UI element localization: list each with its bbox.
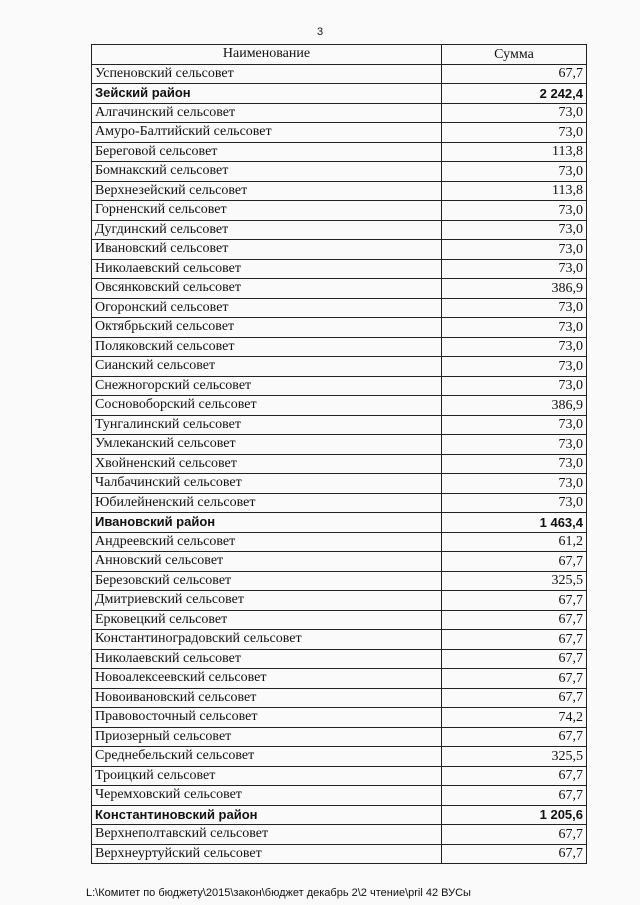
table-row (92, 825, 587, 845)
settlement-sum: 67,7 (442, 630, 587, 650)
settlement-name: Юбилейненский сельсовет (92, 493, 442, 513)
settlement-sum: 73,0 (442, 162, 587, 182)
settlement-name: Новоивановский сельсовет (92, 688, 442, 708)
table-row (92, 337, 587, 357)
district-sum: 1 205,6 (442, 805, 587, 825)
district-sum: 2 242,4 (442, 84, 587, 104)
settlement-sum: 73,0 (442, 298, 587, 318)
settlement-sum: 73,0 (442, 240, 587, 260)
settlement-sum: 67,7 (442, 591, 587, 611)
footer-file-path: L:\Комитет по бюджету\2015\закон\бюджет декабрь 2\2 чтение\pril 42 ВУСы (86, 887, 471, 899)
settlement-sum: 67,7 (442, 844, 587, 864)
table-row (92, 649, 587, 669)
settlement-sum: 325,5 (442, 571, 587, 591)
settlement-sum: 67,7 (442, 786, 587, 806)
settlement-sum: 73,0 (442, 259, 587, 279)
settlement-name: Андреевский сельсовет (92, 532, 442, 552)
table-row (92, 64, 587, 84)
settlement-sum: 73,0 (442, 123, 587, 143)
settlement-sum: 386,9 (442, 279, 587, 299)
settlement-name: Ивановский сельсовет (92, 240, 442, 260)
settlement-sum: 73,0 (442, 357, 587, 377)
settlement-name: Новоалексеевский сельсовет (92, 669, 442, 689)
settlement-name: Горненский сельсовет (92, 201, 442, 221)
settlement-sum: 73,0 (442, 493, 587, 513)
column-header-sum: Сумма (442, 45, 587, 65)
settlement-name: Сосновоборский сельсовет (92, 396, 442, 416)
table-row (92, 435, 587, 455)
settlement-sum: 73,0 (442, 474, 587, 494)
district-total-row (92, 805, 587, 825)
settlement-name: Снежногорский сельсовет (92, 376, 442, 396)
table-row (92, 357, 587, 377)
settlement-sum: 325,5 (442, 747, 587, 767)
settlement-sum: 73,0 (442, 318, 587, 338)
settlement-name: Николаевский сельсовет (92, 259, 442, 279)
table-row (92, 552, 587, 572)
table-row (92, 220, 587, 240)
table-row (92, 298, 587, 318)
settlement-sum: 67,7 (442, 64, 587, 84)
table-row (92, 669, 587, 689)
table-row (92, 571, 587, 591)
settlement-sum: 67,7 (442, 727, 587, 747)
table-row (92, 181, 587, 201)
table-body (92, 64, 587, 864)
table-row (92, 493, 587, 513)
settlement-name: Дмитриевский сельсовет (92, 591, 442, 611)
settlement-sum: 113,8 (442, 181, 587, 201)
settlement-name: Константиноградовский сельсовет (92, 630, 442, 650)
settlement-sum: 113,8 (442, 142, 587, 162)
district-name: Зейский район (92, 84, 442, 104)
settlement-name: Бомнакский сельсовет (92, 162, 442, 182)
table-row (92, 103, 587, 123)
settlement-name: Октябрьский сельсовет (92, 318, 442, 338)
settlement-sum: 73,0 (442, 220, 587, 240)
settlement-name: Березовский сельсовет (92, 571, 442, 591)
settlement-name: Чалбачинский сельсовет (92, 474, 442, 494)
settlement-name: Хвойненский сельсовет (92, 454, 442, 474)
district-total-row (92, 513, 587, 533)
settlement-name: Николаевский сельсовет (92, 649, 442, 669)
settlement-sum: 67,7 (442, 669, 587, 689)
settlement-name: Тунгалинский сельсовет (92, 415, 442, 435)
district-name: Константиновский район (92, 805, 442, 825)
table-row (92, 396, 587, 416)
settlement-name: Алгачинский сельсовет (92, 103, 442, 123)
table-row (92, 318, 587, 338)
page-number: 3 (316, 26, 324, 38)
table-row (92, 162, 587, 182)
table-row (92, 747, 587, 767)
table-row (92, 591, 587, 611)
settlement-name: Анновский сельсовет (92, 552, 442, 572)
settlement-sum: 73,0 (442, 435, 587, 455)
table-row (92, 142, 587, 162)
table-row (92, 123, 587, 143)
settlement-name: Сианский сельсовет (92, 357, 442, 377)
table-row (92, 376, 587, 396)
settlement-sum: 73,0 (442, 103, 587, 123)
settlement-name: Правовосточный сельсовет (92, 708, 442, 728)
table-row (92, 474, 587, 494)
settlement-name: Ерковецкий сельсовет (92, 610, 442, 630)
district-name: Ивановский район (92, 513, 442, 533)
table-row (92, 201, 587, 221)
table-row (92, 630, 587, 650)
column-header-name: Наименование (92, 45, 442, 65)
settlement-name: Верхнезейский сельсовет (92, 181, 442, 201)
table-row (92, 844, 587, 864)
table-row (92, 415, 587, 435)
table-row (92, 786, 587, 806)
settlement-sum: 61,2 (442, 532, 587, 552)
table-row (92, 279, 587, 299)
settlement-name: Амуро-Балтийский сельсовет (92, 123, 442, 143)
settlement-sum: 67,7 (442, 688, 587, 708)
settlement-sum: 67,7 (442, 610, 587, 630)
district-total-row (92, 84, 587, 104)
settlement-name: Успеновский сельсовет (92, 64, 442, 84)
settlement-name: Среднебельский сельсовет (92, 747, 442, 767)
settlement-sum: 73,0 (442, 376, 587, 396)
settlement-sum: 73,0 (442, 454, 587, 474)
settlement-sum: 67,7 (442, 825, 587, 845)
table-row (92, 766, 587, 786)
settlement-name: Черемховский сельсовет (92, 786, 442, 806)
table-header-row (92, 45, 587, 65)
settlement-sum: 67,7 (442, 552, 587, 572)
settlement-name: Огоронский сельсовет (92, 298, 442, 318)
settlement-name: Верхнеуртуйский сельсовет (92, 844, 442, 864)
district-sum: 1 463,4 (442, 513, 587, 533)
table-row (92, 240, 587, 260)
table-row (92, 532, 587, 552)
table-row (92, 259, 587, 279)
settlement-name: Троицкий сельсовет (92, 766, 442, 786)
settlement-name: Умлеканский сельсовет (92, 435, 442, 455)
settlement-sum: 74,2 (442, 708, 587, 728)
settlement-sum: 67,7 (442, 766, 587, 786)
settlement-sum: 73,0 (442, 201, 587, 221)
table-row (92, 688, 587, 708)
budget-table (91, 44, 587, 864)
settlement-name: Поляковский сельсовет (92, 337, 442, 357)
settlement-name: Приозерный сельсовет (92, 727, 442, 747)
settlement-name: Верхнеполтавский сельсовет (92, 825, 442, 845)
table-row (92, 727, 587, 747)
settlement-name: Береговой сельсовет (92, 142, 442, 162)
table-row (92, 610, 587, 630)
settlement-sum: 73,0 (442, 415, 587, 435)
settlement-sum: 386,9 (442, 396, 587, 416)
settlement-sum: 67,7 (442, 649, 587, 669)
settlement-sum: 73,0 (442, 337, 587, 357)
table-row (92, 454, 587, 474)
settlement-name: Овсянковский сельсовет (92, 279, 442, 299)
table-row (92, 708, 587, 728)
settlement-name: Дугдинский сельсовет (92, 220, 442, 240)
